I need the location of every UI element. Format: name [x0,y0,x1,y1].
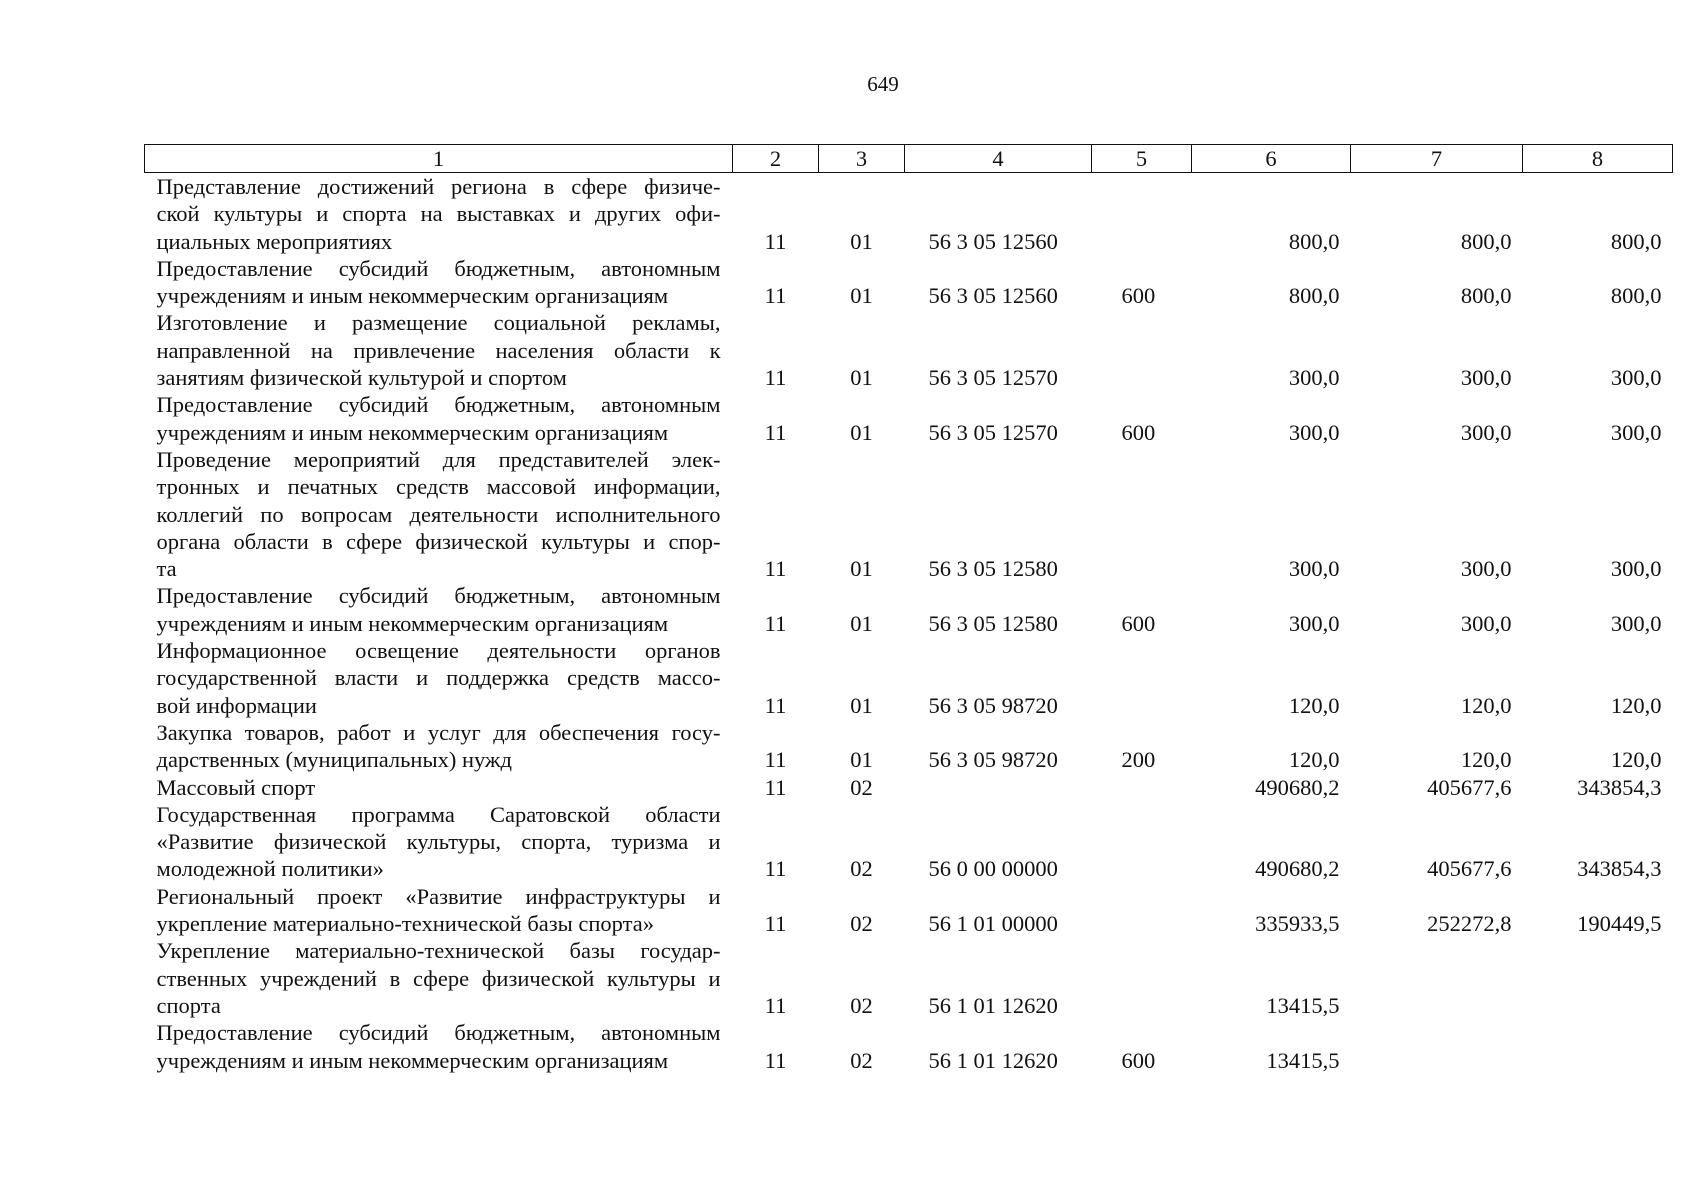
row-description [145,883,733,938]
table-row [145,173,1673,255]
table-row [145,391,1673,446]
row-description [145,391,733,446]
section-code: 11 [764,856,787,882]
amount-year-1: 800,0 [1288,228,1340,254]
amount-year-3: 120,0 [1610,692,1662,718]
subsection-code: 01 [850,228,873,254]
expense-type-code: 600 [1121,1047,1156,1073]
description-line: учреждениям и иным некоммерческим организациям [156,283,669,309]
section-code: 11 [764,747,787,773]
expense-type-code [1092,883,1192,938]
description-line: Закупка товаров, работ и услуг для обеспечения госу- [156,719,721,745]
description-line: учреждениям и иным некоммерческим организациям [156,419,669,445]
section-code: 11 [764,692,787,718]
subsection-code: 02 [850,856,873,882]
description-line: направленной на привлечение населения области к [156,337,721,363]
section-code: 11 [764,283,787,309]
description-line: учреждениям и иным некоммерческим организациям [156,610,669,636]
description-line: Укрепление материально-технической базы государ- [156,938,721,964]
table-row [145,582,1673,637]
amount-year-1: 300,0 [1288,419,1340,445]
amount-year-2: 300,0 [1460,365,1512,391]
row-description [145,937,733,1019]
amount-year-2: 405677,6 [1427,856,1512,882]
row-description [145,719,733,774]
table-row [145,774,1673,801]
target-article-code: 56 3 05 98720 [928,747,1058,773]
subsection-code: 01 [850,692,873,718]
amount-year-3 [1523,1019,1673,1074]
subsection-code: 02 [850,774,873,800]
amount-year-2: 120,0 [1460,747,1512,773]
amount-year-3: 300,0 [1610,365,1662,391]
description-line: органа области в сфере физической культуры и спор- [156,528,721,554]
expense-type-code [1092,774,1192,801]
row-description [145,309,733,391]
target-article-code: 56 3 05 12580 [928,610,1058,636]
table-row [145,801,1673,883]
target-article-code: 56 3 05 98720 [928,692,1058,718]
description-line: вой информации [156,692,317,718]
section-code: 11 [764,419,787,445]
amount-year-1: 120,0 [1288,747,1340,773]
row-description [145,446,733,582]
description-line: Информационное освещение деятельности органов [156,638,721,664]
description-line: тронных и печатных средств массовой информации, [156,474,721,500]
description-line: «Развитие физической культуры, спорта, туризма и [156,829,721,855]
amount-year-1: 335933,5 [1255,911,1340,937]
subsection-code: 01 [850,610,873,636]
amount-year-2: 300,0 [1460,419,1512,445]
amount-year-1: 120,0 [1288,692,1340,718]
column-header: 5 [1092,145,1192,173]
description-line: учреждениям и иным некоммерческим организациям [156,1047,669,1073]
amount-year-2: 120,0 [1460,692,1512,718]
column-header: 2 [733,145,819,173]
amount-year-3: 800,0 [1610,228,1662,254]
target-article-code: 56 0 00 00000 [928,856,1058,882]
expense-type-code [1092,937,1192,1019]
column-header: 4 [905,145,1092,173]
amount-year-3: 300,0 [1610,610,1662,636]
description-line: государственной власти и поддержка средств массо- [156,665,721,691]
row-description [145,255,733,310]
amount-year-1: 300,0 [1288,365,1340,391]
amount-year-1: 800,0 [1288,283,1340,309]
subsection-code: 01 [850,419,873,445]
description-line: Предоставление субсидий бюджетным, автономным [156,583,721,609]
table-row [145,309,1673,391]
amount-year-1: 300,0 [1288,610,1340,636]
expense-type-code [1092,637,1192,719]
expense-type-code [1092,801,1192,883]
table-row [145,255,1673,310]
target-article-code: 56 3 05 12570 [928,365,1058,391]
expense-type-code: 600 [1121,419,1156,445]
description-line: укрепление материально-технической базы спорта» [156,911,654,937]
subsection-code: 02 [850,911,873,937]
table-row [145,1019,1673,1074]
section-code: 11 [764,992,787,1018]
description-line: Предоставление субсидий бюджетным, автономным [156,255,721,281]
description-line: ственных учреждений в сфере физической культуры и [156,965,721,991]
column-header: 8 [1523,145,1673,173]
amount-year-2: 300,0 [1460,610,1512,636]
amount-year-3: 800,0 [1610,283,1662,309]
table-row [145,719,1673,774]
table-body [145,173,1673,1074]
description-line: Предоставление субсидий бюджетным, автономным [156,1020,721,1046]
description-line: коллегий по вопросам деятельности исполнительного [156,501,721,527]
section-code: 11 [764,610,787,636]
column-header: 3 [819,145,905,173]
expense-type-code: 200 [1121,747,1156,773]
amount-year-3: 300,0 [1610,556,1662,582]
subsection-code: 02 [850,1047,873,1073]
amount-year-2 [1351,1019,1523,1074]
target-article-code: 56 3 05 12560 [928,228,1058,254]
row-description [145,173,733,255]
description-line: Региональный проект «Развитие инфраструктуры и [156,883,721,909]
amount-year-1: 13415,5 [1266,1047,1340,1073]
amount-year-1: 13415,5 [1266,992,1340,1018]
section-code: 11 [764,774,787,800]
table-row [145,637,1673,719]
amount-year-2: 405677,6 [1427,774,1512,800]
amount-year-2: 800,0 [1460,228,1512,254]
amount-year-1: 490680,2 [1255,774,1340,800]
section-code: 11 [764,228,787,254]
description-line: Проведение мероприятий для представителей элек- [156,446,721,472]
subsection-code: 01 [850,365,873,391]
section-code: 11 [764,365,787,391]
amount-year-3: 120,0 [1610,747,1662,773]
column-header: 7 [1351,145,1523,173]
description-line: Предоставление субсидий бюджетным, автономным [156,392,721,418]
description-line: ской культуры и спорта на выставках и других офи- [156,201,721,227]
target-article-code: 56 3 05 12580 [928,556,1058,582]
amount-year-3 [1523,937,1673,1019]
table-row [145,883,1673,938]
target-article-code: 56 1 01 12620 [928,992,1058,1018]
section-code: 11 [764,1047,787,1073]
table-row [145,937,1673,1019]
subsection-code: 01 [850,283,873,309]
section-code: 11 [764,556,787,582]
column-number-header-row [145,145,1673,173]
amount-year-2 [1351,937,1523,1019]
amount-year-2: 800,0 [1460,283,1512,309]
subsection-code: 02 [850,992,873,1018]
expense-type-code [1092,446,1192,582]
column-header: 1 [145,145,733,173]
target-article-code: 56 3 05 12560 [928,283,1058,309]
description-line: циальных мероприятиях [156,228,393,254]
amount-year-3: 343854,3 [1577,856,1662,882]
table-row [145,446,1673,582]
description-line: спорта [156,992,221,1018]
row-description [145,774,733,801]
amount-year-1: 300,0 [1288,556,1340,582]
expense-type-code: 600 [1121,283,1156,309]
description-line: Государственная программа Саратовской области [156,801,721,827]
budget-table [144,144,1673,1074]
target-article-code: 56 1 01 00000 [928,911,1058,937]
section-code: 11 [764,911,787,937]
page-number: 649 [867,72,899,96]
description-line: та [156,556,177,582]
description-line: занятиям физической культурой и спортом [156,365,567,391]
row-description [145,637,733,719]
column-header: 6 [1192,145,1351,173]
amount-year-3: 300,0 [1610,419,1662,445]
target-article-code: 56 3 05 12570 [928,419,1058,445]
amount-year-2: 252272,8 [1427,911,1512,937]
expense-type-code [1092,309,1192,391]
expense-type-code: 600 [1121,610,1156,636]
subsection-code: 01 [850,556,873,582]
description-line: Представление достижений региона в сфере физиче- [156,174,721,199]
description-line: Массовый спорт [156,774,316,800]
amount-year-1: 490680,2 [1255,856,1340,882]
amount-year-2: 300,0 [1460,556,1512,582]
amount-year-3: 343854,3 [1577,774,1662,800]
row-description [145,1019,733,1074]
subsection-code: 01 [850,747,873,773]
description-line: Изготовление и размещение социальной рекламы, [156,310,721,336]
row-description [145,801,733,883]
amount-year-3: 190449,5 [1577,911,1662,937]
target-article-code: 56 1 01 12620 [928,1047,1058,1073]
row-description [145,582,733,637]
description-line: молодежной политики» [156,856,384,882]
target-article-code [905,774,1092,801]
description-line: дарственных (муниципальных) нужд [156,747,512,773]
expense-type-code [1092,173,1192,255]
